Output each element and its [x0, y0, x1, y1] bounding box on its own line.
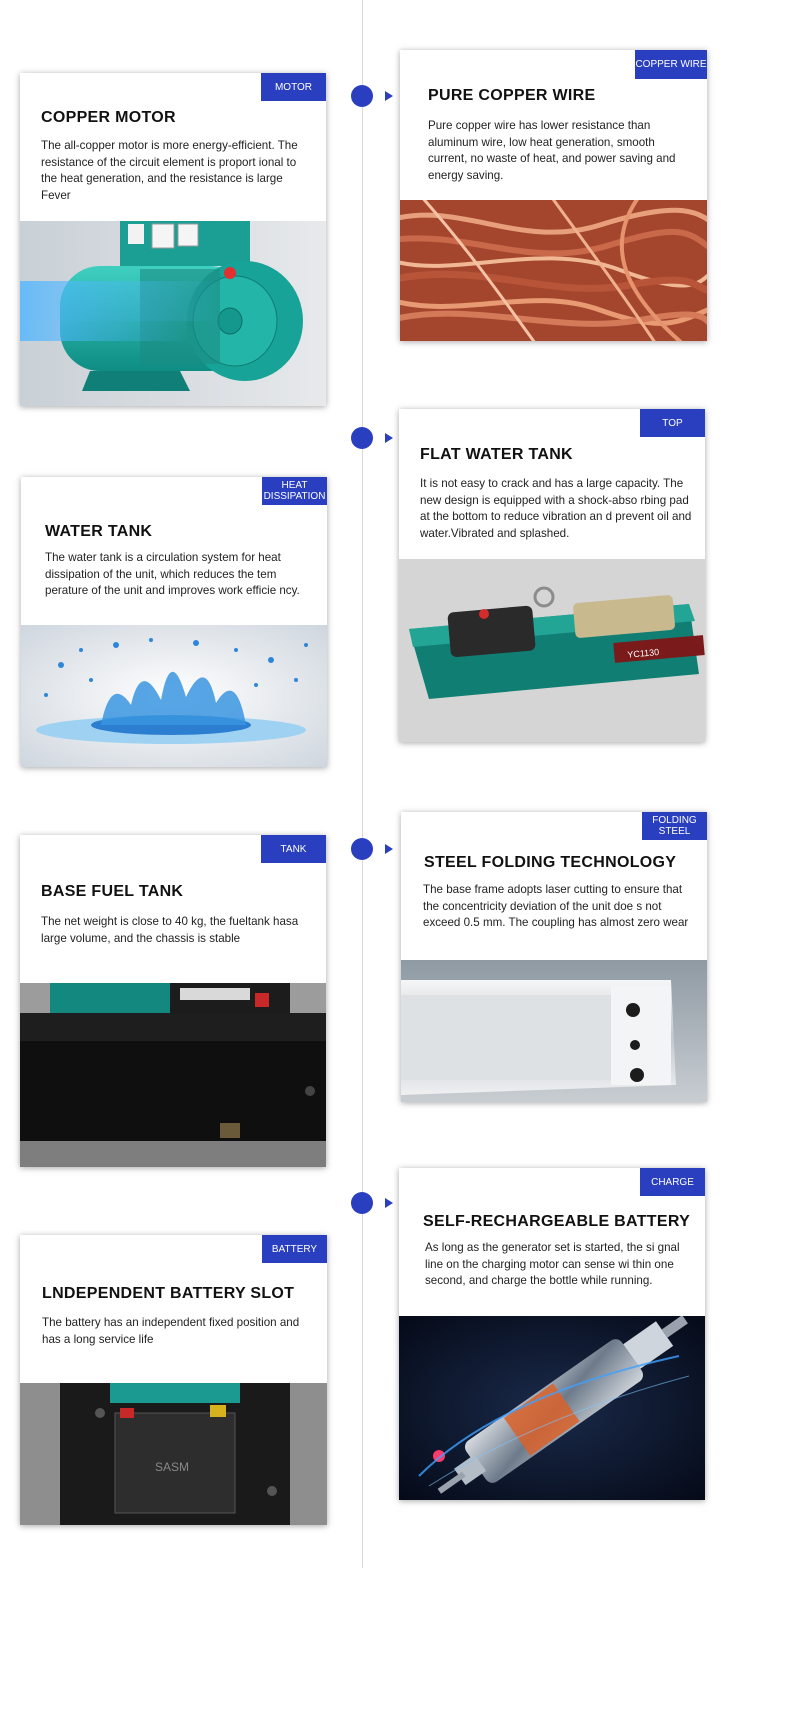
timeline-dot: [351, 427, 373, 449]
card-title: STEEL FOLDING TECHNOLOGY: [424, 854, 677, 871]
card-description: The water tank is a circulation system for heat dissipation of the unit, which reduces the tem perature of the unit and improves work efficie ncy.: [45, 551, 300, 597]
arrow-right-icon: [385, 433, 393, 443]
card-description: The battery has an independent fixed position and has a long service life: [42, 1316, 300, 1346]
category-tag: MOTOR: [261, 73, 326, 101]
feature-card-self-rechargeable-battery: [399, 1168, 705, 1500]
category-tag: CHARGE: [640, 1168, 705, 1196]
category-tag: TOP: [640, 409, 705, 437]
charging-motor-photo: [399, 1316, 705, 1500]
arrow-right-icon: [385, 844, 393, 854]
battery-brand-label: SASM: [155, 1460, 190, 1474]
battery-slot-photo: [20, 1383, 327, 1525]
feature-card-copper-motor: [20, 73, 326, 406]
feature-card-steel-folding: [401, 812, 707, 1102]
arrow-right-icon: [385, 91, 393, 101]
category-tag: HEAT DISSIPATION: [262, 477, 327, 505]
card-description: The all-copper motor is more energy-efficient. The resistance of the circuit element is proport ional to the heat generation, and the resistance is large Fever: [41, 139, 298, 202]
card-title: PURE COPPER WIRE: [428, 87, 596, 104]
water-splash-photo: [21, 625, 327, 767]
base-fuel-tank-photo: [20, 983, 326, 1167]
feature-card-water-tank: [21, 477, 327, 767]
tank-model-label: YC1130: [626, 647, 660, 660]
timeline-dot: [351, 1192, 373, 1214]
card-description: Pure copper wire has lower resistance than aluminum wire, low heat generation, smooth current, no waste of heat, and power saving and energy saving.: [428, 119, 676, 182]
category-tag: TANK: [261, 835, 326, 863]
generator-motor-photo: [20, 221, 326, 406]
feature-card-battery-slot: [20, 1235, 327, 1525]
feature-card-base-fuel-tank: [20, 835, 326, 1167]
card-title: FLAT WATER TANK: [420, 446, 573, 463]
arrow-right-icon: [385, 1198, 393, 1208]
category-tag: COPPER WIRE: [635, 50, 707, 79]
category-tag: BATTERY: [262, 1235, 327, 1263]
card-description: It is not easy to crack and has a large capacity. The new design is equipped with a shock-abso rbing pad at the bottom to reduce vibration an d prevent oil and water.Vibrated and splashed.: [420, 477, 692, 540]
feature-card-flat-water-tank: [399, 409, 705, 742]
card-title: BASE FUEL TANK: [41, 883, 184, 900]
card-description: The net weight is close to 40 kg, the fueltank hasa large volume, and the chassis is stable: [41, 915, 299, 945]
copper-wire-photo: [400, 200, 707, 341]
card-description: As long as the generator set is started, the si gnal line on the charging motor can sense wi thin one second, and charge the bottle while running.: [425, 1241, 680, 1287]
flat-water-tank-photo: [399, 559, 705, 742]
feature-card-copper-wire: [400, 50, 707, 341]
card-title: SELF-RECHARGEABLE BATTERY: [423, 1213, 691, 1230]
card-title: LNDEPENDENT BATTERY SLOT: [42, 1285, 295, 1302]
timeline-dot: [351, 85, 373, 107]
card-title: WATER TANK: [45, 523, 153, 540]
timeline-line: [362, 0, 363, 1568]
steel-frame-photo: [401, 960, 707, 1102]
timeline-dot: [351, 838, 373, 860]
card-title: COPPER MOTOR: [41, 109, 176, 126]
card-description: The base frame adopts laser cutting to ensure that the concentricity deviation of the unit doe s not exceed 0.5 mm. The coupling has almost zero wear: [423, 883, 689, 929]
category-tag: FOLDING STEEL: [642, 812, 707, 840]
